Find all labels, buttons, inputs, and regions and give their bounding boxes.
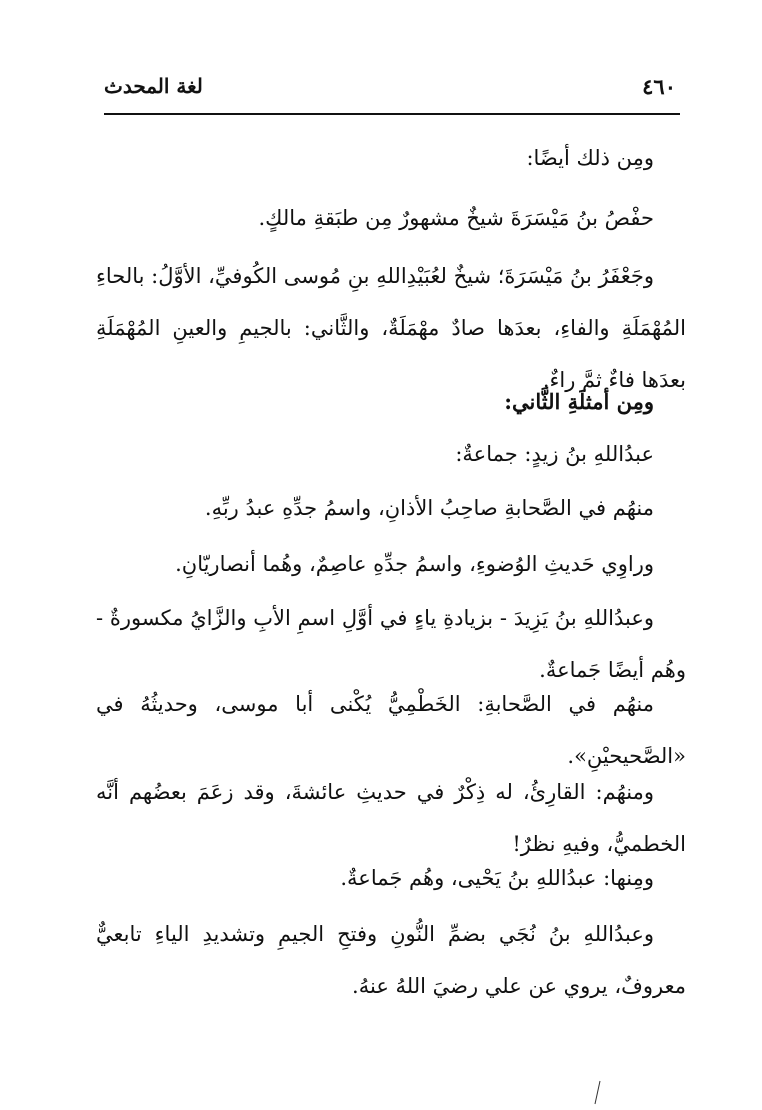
- stray-pen-mark: [592, 1080, 602, 1106]
- paragraph-heading: ومِن أمثلَةِ الثَّاني:: [504, 389, 654, 414]
- paragraph: منهُم في الصَّحابةِ صاحِبُ الأذانِ، واسمُ جدِّهِ عبدُ ربِّهِ.: [204, 496, 654, 520]
- paragraph: ومنهُم: القارِئُ، له ذِكْرٌ في حديثِ عائشةَ، وقد زعَمَ بعضُهم أنَّه الخطميُّ، وفيهِ نظرٌ!: [96, 780, 686, 856]
- paragraph: وراوِي حَديثِ الوُضوءِ، واسمُ جدِّهِ عاصِمٌ، وهُما أنصاريّانِ.: [175, 552, 654, 576]
- header-rule: [104, 113, 680, 115]
- paragraph: وجَعْفَرُ بنُ مَيْسَرَةَ؛ شيخٌ لعُبَيْدِاللهِ بنِ مُوسى الكُوفيِّ، الأوَّلُ: بالحاءِ المُهْمَلَةِ والفاءِ، بعدَها صادٌ مهْمَلَةٌ، والثَّاني: بالجيمِ والعينِ المُهْمَلَةِ بعدَها فاءٌ ثمَّ راءٌ.: [96, 264, 686, 392]
- paragraph: منهُم في الصَّحابةِ: الخَطْمِيُّ يُكْنى أبا موسى، وحديثُهُ في «الصَّحيحيْنِ».: [96, 692, 686, 768]
- paragraph: وعبدُاللهِ بنُ يَزِيدَ - بزيادةِ ياءٍ في أوَّلِ اسمِ الأبِ والزَّايُ مكسورةٌ - وهُم أيضًا جَماعةٌ.: [96, 606, 686, 682]
- paragraph: وعبدُاللهِ بنُ نُجَي بضمِّ النُّونِ وفتحِ الجيمِ وتشديدِ الياءِ تابعيٌّ معروفٌ، يروي عن علي رضيَ اللهُ عنهُ.: [96, 922, 686, 998]
- paragraph: عبدُاللهِ بنُ زيدٍ: جماعةٌ:: [455, 442, 654, 466]
- page-header: [104, 68, 680, 108]
- page-number: ٤٦٠: [642, 74, 676, 99]
- paragraph: ومِنها: عبدُاللهِ بنُ يَحْيى، وهُم جَماعةٌ.: [340, 866, 654, 890]
- paragraph: ومِن ذلك أيضًا:: [526, 146, 654, 170]
- running-title: لغة المحدث: [104, 74, 203, 98]
- paragraph: حفْصُ بنُ مَيْسَرَةَ شيخٌ مشهورٌ مِن طبَقةِ مالكٍ.: [258, 206, 654, 230]
